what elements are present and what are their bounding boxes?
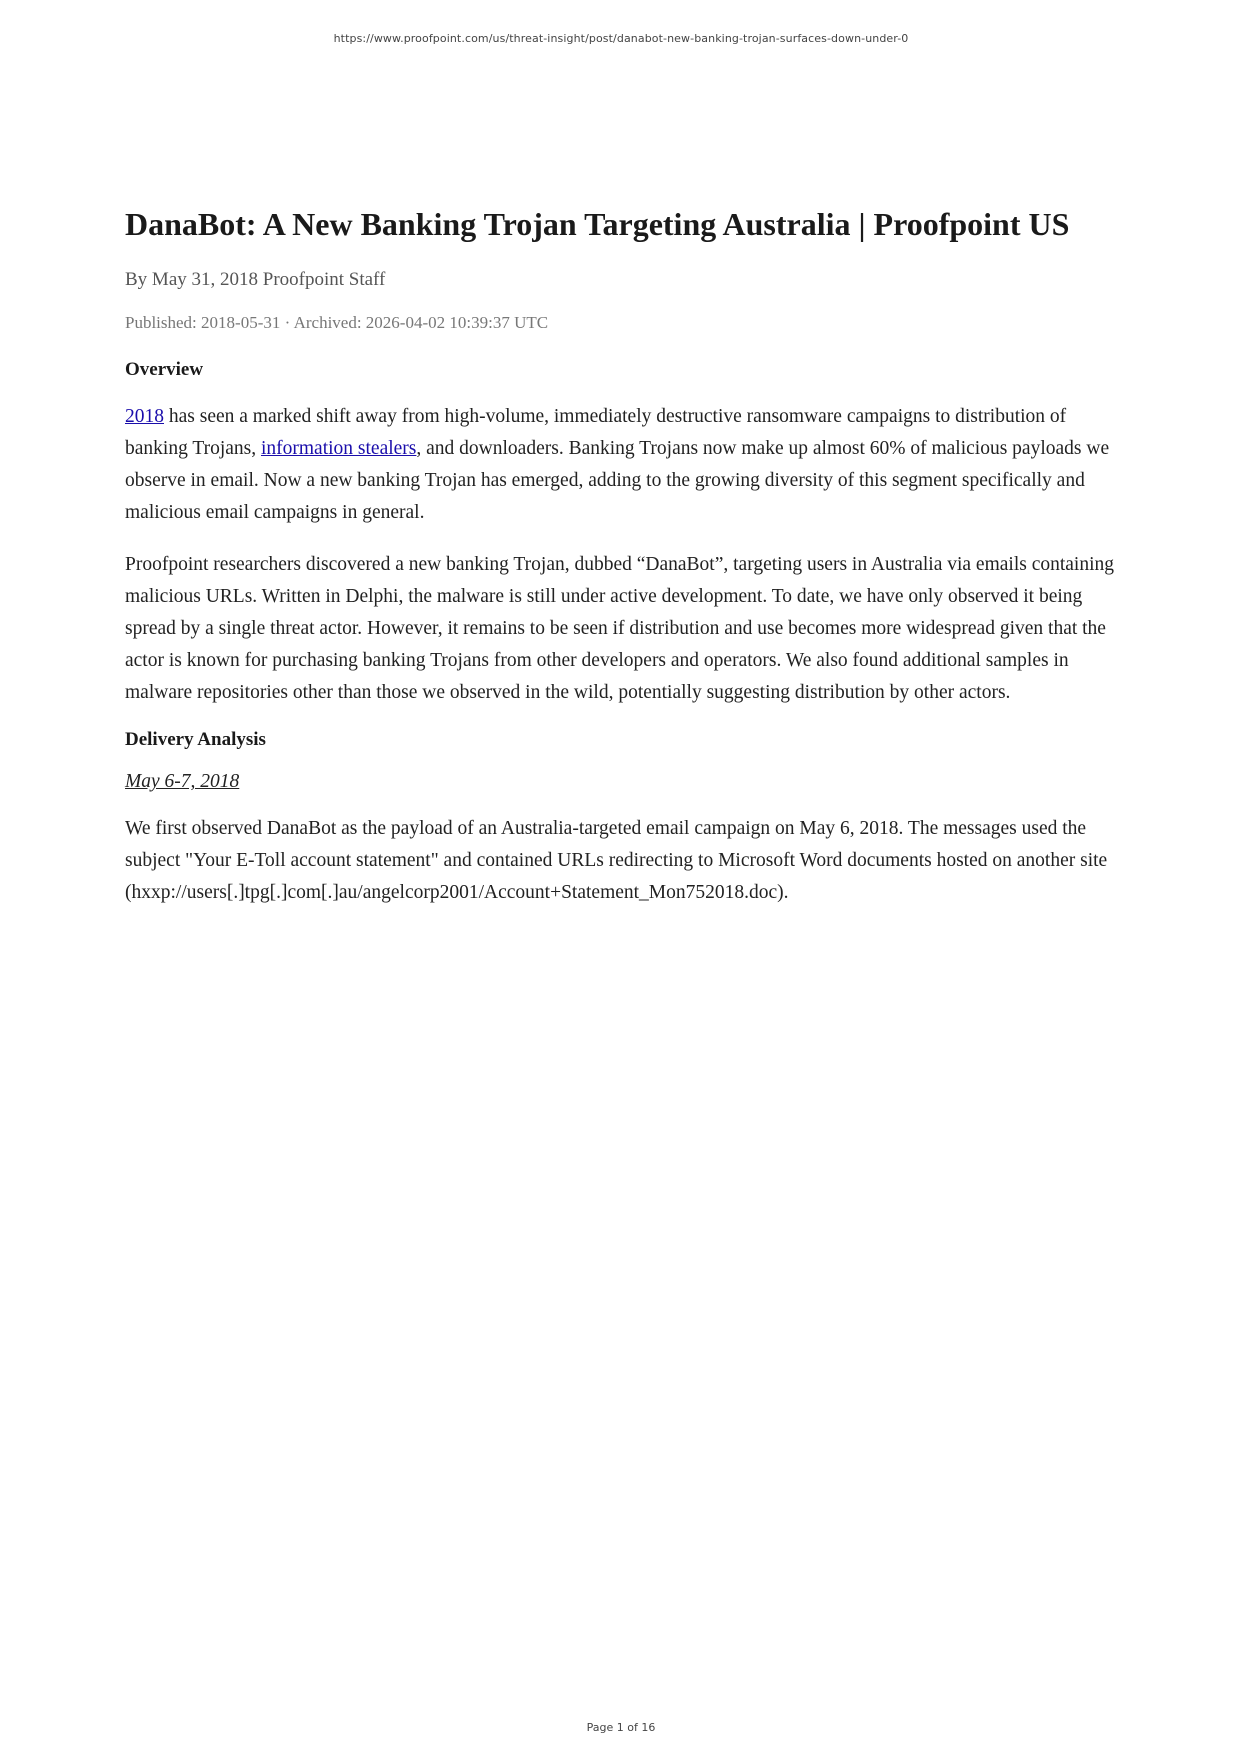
article-meta: Published: 2018-05-31 · Archived: 2026-04-02 10:39:37 UTC bbox=[125, 313, 549, 333]
delivery-analysis-heading: Delivery Analysis bbox=[125, 729, 266, 751]
date-subheading: May 6-7, 2018 bbox=[125, 771, 240, 793]
overview-paragraph-1 bbox=[125, 401, 1115, 529]
overview-paragraph-2: Proofpoint researchers discovered a new banking Trojan, dubbed “DanaBot”, targeting users in Australia via emails containing malicious URLs. Written in Delphi, the malware is still under active development. To date, we have only observed it being spread by a single threat actor. However, it remains to be seen if distribution and use becomes more widespread given that the actor is known for purchasing banking Trojans from other developers and operators. We also found additional samples in malware repositories other than those we observed in the wild, potentially suggesting distribution by other actors. bbox=[125, 554, 1115, 704]
link-2018[interactable]: 2018 bbox=[125, 406, 164, 428]
article bbox=[125, 205, 1115, 929]
delivery-paragraph-1: We first observed DanaBot as the payload of an Australia-targeted email campaign on May 6, 2018. The messages used the subject "Your E-Toll account statement" and contained URLs redirecting to Microsoft Word documents hosted on another site (hxxp://users[.]tpg[.]com[.]au/angelcorp2001/Account+Statement_Mon752018.doc). bbox=[125, 818, 1108, 904]
page-number: Page 1 of 16 bbox=[586, 1721, 656, 1734]
overview-heading: Overview bbox=[125, 359, 204, 381]
article-byline: By May 31, 2018 Proofpoint Staff bbox=[125, 269, 386, 291]
paragraph-text: has seen a marked shift away from high-volume, immediately destructive ransomware campaigns to distribution of banking Trojans, bbox=[125, 406, 1067, 460]
link-information-stealers[interactable]: information stealers bbox=[260, 438, 417, 460]
paragraph-text: , and downloaders. Banking Trojans now make up almost 60% of malicious payloads we observe in email. Now a new banking Trojan has emerged, adding to the growing diversity of this segment specifically and malicious email campaigns in general. bbox=[125, 438, 1110, 524]
article-title: DanaBot: A New Banking Trojan Targeting Australia | Proofpoint US bbox=[125, 206, 1070, 242]
page-header-url: https://www.proofpoint.com/us/threat-insight/post/danabot-new-banking-trojan-surfaces-down-under-0 bbox=[333, 32, 909, 45]
